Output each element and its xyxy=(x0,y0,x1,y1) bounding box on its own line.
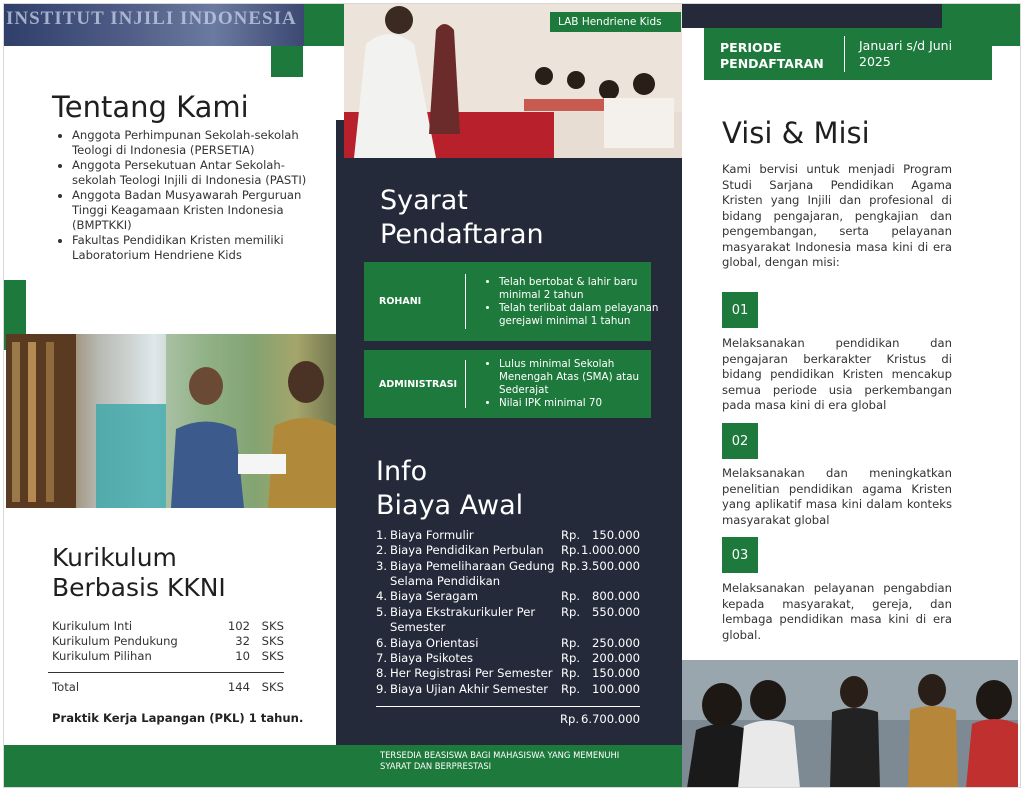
vision-title: Visi & Misi xyxy=(722,116,870,150)
curriculum-total-unit: SKS xyxy=(261,680,284,694)
curriculum-value: 102 xyxy=(227,619,250,633)
fee-number: 1. xyxy=(376,528,388,542)
curriculum-total-name: Total xyxy=(52,680,80,694)
fee-number: 8. xyxy=(376,666,388,680)
fee-number: 4. xyxy=(376,589,388,603)
requirement-group-administrasi xyxy=(364,350,651,418)
requirement-group-label: ROHANI xyxy=(379,296,422,307)
fee-currency: Rp. xyxy=(561,666,581,680)
requirement-group-label: ADMINISTRASI xyxy=(379,378,458,390)
pkl-note: Praktik Kerja Lapangan (PKL) 1 tahun. xyxy=(52,711,304,725)
requirements-title-line: Syarat xyxy=(380,185,468,216)
fee-amount: 250.000 xyxy=(592,636,640,650)
requirement-item: • Nilai IPK minimal 70 xyxy=(499,397,659,410)
fee-amount: 100.000 xyxy=(592,682,640,696)
fee-name: Biaya Pendidikan Perbulan xyxy=(390,543,544,557)
requirement-list xyxy=(484,276,659,328)
banner-logo-text: INSTITUT INJILI INDONESIA xyxy=(6,8,297,29)
curriculum-total-row xyxy=(52,680,284,695)
curriculum-value: 10 xyxy=(235,649,250,663)
curriculum-unit: SKS xyxy=(261,619,284,633)
mission-text: Melaksanakan pendidikan dan pengajaran berkarakter Kristus di bidang pendidikan Kristen mencakup semua periode usia perkembangan pada masa kini di era global xyxy=(722,336,952,412)
about-title: Tentang Kami xyxy=(52,90,249,124)
fee-amount: 150.000 xyxy=(592,666,640,680)
requirement-group-divider xyxy=(465,360,466,408)
curriculum-title-line: Kurikulum xyxy=(52,543,177,572)
fees-title xyxy=(376,455,523,523)
about-list xyxy=(52,128,322,263)
small-accent-square xyxy=(271,46,303,77)
curriculum-total-value: 144 xyxy=(227,680,250,694)
right-top-bar xyxy=(682,4,942,28)
fee-row xyxy=(376,605,640,636)
curriculum-row xyxy=(52,619,284,634)
fee-currency: Rp. xyxy=(561,559,581,573)
fee-number: 6. xyxy=(376,636,388,650)
fee-name: Biaya Orientasi xyxy=(390,636,479,650)
fee-row xyxy=(376,559,640,590)
about-item: • Anggota Badan Musyawarah Perguruan Tinggi Keagamaan Kristen Indonesia (BMPTKKI) xyxy=(72,188,322,233)
fee-name: Biaya Psikotes xyxy=(390,651,474,665)
students-photo-illustration xyxy=(682,660,1018,788)
fee-amount: 1.000.000 xyxy=(580,543,640,557)
fee-currency: Rp. xyxy=(561,636,581,650)
fee-amount: 800.000 xyxy=(592,589,640,603)
fee-number: 9. xyxy=(376,682,388,696)
registration-period-line: Januari s/d Juni xyxy=(859,38,953,53)
fee-row xyxy=(376,636,640,652)
requirement-group-rohani xyxy=(364,262,659,341)
scholarship-note: TERSEDIA BEASISWA BAGI MAHASISWA YANG MEMENUHI SYARAT DAN BERPRESTASI xyxy=(380,750,620,771)
fee-currency: Rp. xyxy=(561,651,581,665)
fee-number: 5. xyxy=(376,605,388,619)
curriculum-name: Kurikulum Inti xyxy=(52,619,133,633)
fee-row xyxy=(376,666,640,682)
fee-name: Biaya Ekstrakurikuler Per Semester xyxy=(390,605,536,635)
fee-row xyxy=(376,543,640,559)
requirement-item: • Telah terlibat dalam pelayanan gerejawi minimal 1 tahun xyxy=(499,302,659,328)
registration-label-line: PENDAFTARAN xyxy=(720,56,824,71)
fee-row xyxy=(376,651,640,667)
registration-period-box xyxy=(704,28,992,80)
curriculum-value: 32 xyxy=(235,634,250,648)
curriculum-unit: SKS xyxy=(261,649,284,663)
curriculum-title-line: Berbasis KKNI xyxy=(52,573,226,602)
lab-tag: LAB Hendriene Kids xyxy=(550,12,681,32)
registration-label xyxy=(720,40,824,72)
fee-number: 2. xyxy=(376,543,388,557)
about-item: • Fakultas Pendidikan Kristen memiliki Laboratorium Hendriene Kids xyxy=(72,233,322,263)
fee-row xyxy=(376,682,640,698)
fee-amount: 550.000 xyxy=(592,605,640,619)
fee-amount: 200.000 xyxy=(592,651,640,665)
mission-number-badge: 01 xyxy=(722,292,758,328)
about-item: • Anggota Persekutuan Antar Sekolah-sekolah Teologi Injili di Indonesia (PASTI) xyxy=(72,158,322,188)
fees-title-line: Info xyxy=(376,456,428,487)
requirements-title xyxy=(380,184,544,252)
fee-divider xyxy=(376,706,640,707)
fee-currency: Rp. xyxy=(561,589,581,603)
top-left-accent xyxy=(304,4,344,46)
curriculum-name: Kurikulum Pilihan xyxy=(52,649,152,663)
about-item: • Anggota Perhimpunan Sekolah-sekolah Teologi di Indonesia (PERSETIA) xyxy=(72,128,322,158)
fee-amount: 150.000 xyxy=(592,528,640,542)
fee-total-currency: Rp. xyxy=(560,712,580,726)
institute-banner-image xyxy=(4,4,304,46)
requirement-group-divider xyxy=(465,274,466,329)
mission-number-badge: 03 xyxy=(722,537,758,573)
fee-name: Biaya Pemeliharaan Gedung Selama Pendidikan xyxy=(390,559,555,589)
curriculum-title xyxy=(52,543,226,603)
handshake-photo xyxy=(6,334,336,508)
curriculum-name: Kurikulum Pendukung xyxy=(52,634,178,648)
fee-row xyxy=(376,589,640,605)
registration-label-line: PERIODE xyxy=(720,40,782,55)
fee-currency: Rp. xyxy=(561,682,581,696)
fees-title-line: Biaya Awal xyxy=(376,490,524,521)
vision-intro: Kami bervisi untuk menjadi Program Studi Sarjana Pendidikan Agama Kristen yang Injili dan profesional di bidang pengajaran, pengkajian dan pengembangan, serta pelayanan masyarakat Indonesia masa kini di era global, dengan misi: xyxy=(722,162,952,269)
registration-divider xyxy=(844,36,845,72)
fee-total-amount: 6.700.000 xyxy=(580,712,640,726)
mission-text: Melaksanakan dan meningkatkan penelitian pendidikan agama Kristen yang aplikatif masa kini dalam konteks masyarakat global xyxy=(722,466,952,527)
fee-name: Her Registrasi Per Semester xyxy=(390,666,553,680)
fee-name: Biaya Ujian Akhir Semester xyxy=(390,682,549,696)
fee-name: Biaya Formulir xyxy=(390,528,474,542)
fee-row xyxy=(376,528,640,544)
requirement-item: • Telah bertobat & lahir baru minimal 2 tahun xyxy=(499,276,659,302)
curriculum-divider xyxy=(48,672,284,673)
fee-number: 7. xyxy=(376,651,388,665)
fee-name: Biaya Seragam xyxy=(390,589,479,603)
requirement-list xyxy=(484,358,659,410)
registration-period-line: 2025 xyxy=(859,54,891,69)
fee-amount: 3.500.000 xyxy=(580,559,640,573)
fee-currency: Rp. xyxy=(561,605,581,619)
registration-period xyxy=(859,38,952,70)
mission-number-badge: 02 xyxy=(722,423,758,459)
curriculum-row xyxy=(52,649,284,664)
mission-text: Melaksanakan pelayanan pengabdian kepada masyarakat, gereja, dan lembaga pendidikan masa kini di era global. xyxy=(722,581,952,642)
requirements-title-line: Pendaftaran xyxy=(380,219,544,250)
curriculum-unit: SKS xyxy=(261,634,284,648)
curriculum-row xyxy=(52,634,284,649)
fee-currency: Rp. xyxy=(561,543,581,557)
students-photo xyxy=(682,660,1018,788)
fee-number: 3. xyxy=(376,559,388,573)
requirement-item: • Lulus minimal Sekolah Menengah Atas (SMA) atau Sederajat xyxy=(499,358,659,397)
fee-currency: Rp. xyxy=(561,528,581,542)
handshake-photo-illustration xyxy=(6,334,336,508)
